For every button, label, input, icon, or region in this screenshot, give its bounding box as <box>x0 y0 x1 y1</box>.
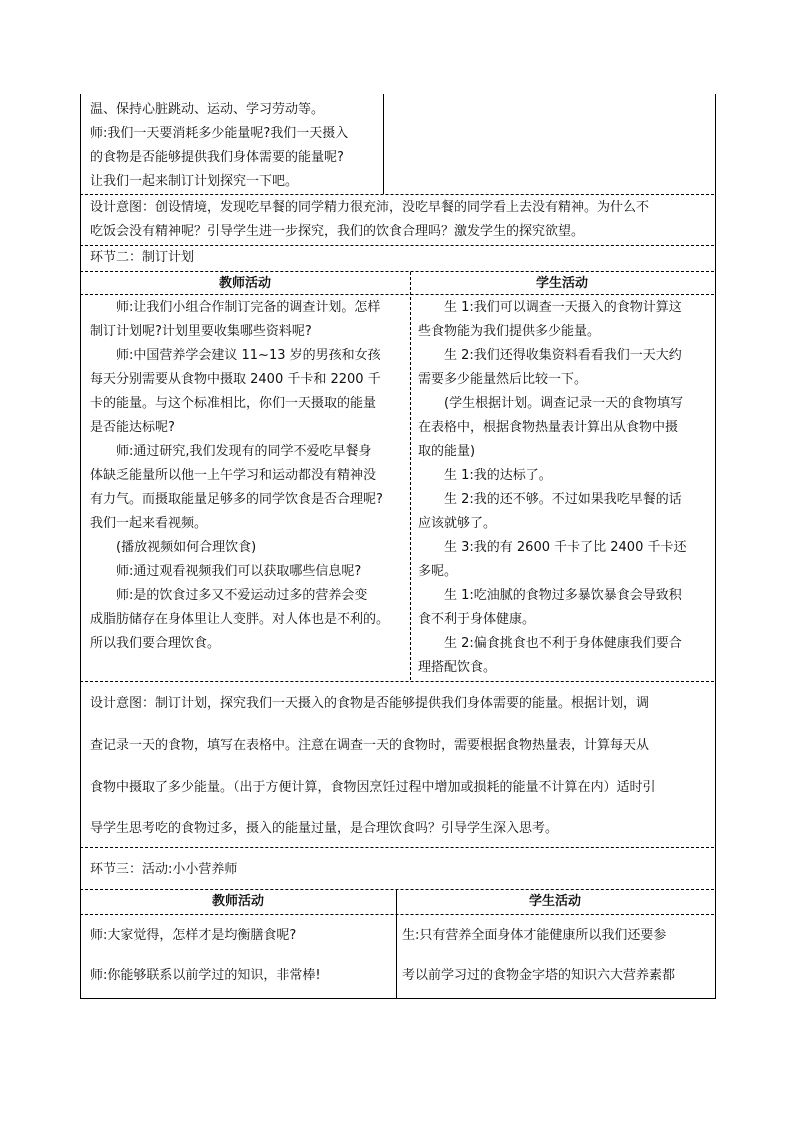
section2-student-line: 理搭配饮食。 <box>418 660 497 675</box>
section2-teacher-line: (播放视频如何合理饮食) <box>90 540 257 555</box>
section2-student-line: 取的能量) <box>418 444 476 459</box>
section2-student-line: 应该就够了。 <box>418 516 497 531</box>
design-intent-1-line-1: 设计意图：创设情境，发现吃早餐的同学精力很充沛，没吃早餐的同学看上去没有精神。为什么不 <box>90 200 650 215</box>
section2-teacher-header: 教师活动 <box>218 276 271 291</box>
section2-student-line: 生 2:我的还不够。不过如果我吃早餐的话 <box>418 492 682 507</box>
section2-teacher-line: 卡的能量。与这个标准相比，你们一天摄取的能量 <box>90 396 377 411</box>
design-intent-1-divider <box>80 194 714 195</box>
top-line-4: 让我们一起来制订计划探究一下吧。 <box>90 174 299 189</box>
top-line-3: 的食物是否能够提供我们身体需要的能量呢? <box>90 150 344 165</box>
section2-teacher-line: 体缺乏能量所以他一上午学习和运动都没有精神没 <box>90 468 377 483</box>
section3-student-line-1: 生:只有营养全面身体才能健康所以我们还要参 <box>402 928 667 943</box>
section3-teacher-header: 教师活动 <box>211 894 264 909</box>
section2-teacher-line: 所以我们要合理饮食。 <box>90 636 221 651</box>
section2-teacher-line: 有力气。而摄取能量足够多的同学饮食是否合理呢? <box>90 492 383 507</box>
section3-title: 环节三：活动:小小营养师 <box>90 862 238 877</box>
design-intent-2-line-4: 导学生思考吃的食物过多，摄入的能量过量，是合理饮食吗？引导学生深入思考。 <box>90 821 559 836</box>
design-intent-2-line-2: 查记录一天的食物，填写在表格中。注意在调查一天的食物时，需要根据食物热量表，计算每天从 <box>90 738 650 753</box>
section3-student-header: 学生活动 <box>528 894 581 909</box>
section2-teacher-line: 师:是的饮食过多又不爱运动过多的营养会变 <box>90 588 368 603</box>
design-intent-1-line-2: 吃饭会没有精神呢？引导学生进一步探究，我们的饮食合理吗？激发学生的探究欲望。 <box>90 224 585 239</box>
top-line-2: 师:我们一天要消耗多少能量呢?我们一天摄入 <box>90 126 349 141</box>
section2-title: 环节二：制订计划 <box>90 250 195 265</box>
design-intent-2-line-3: 食物中摄取了多少能量。（出于方便计算，食物因烹饪过程中增加或损耗的能量不计算在内）适时引 <box>90 780 656 795</box>
section2-student-line: 生 1:我的达标了。 <box>418 468 552 483</box>
section2-header-divider <box>80 271 714 272</box>
design-intent-2-line-1: 设计意图：制订计划，探究我们一天摄入的食物是否能够提供我们身体需要的能量。根据计划，调 <box>90 696 650 711</box>
section3-teacher-line-2: 师:你能够联系以前学过的知识，非常棒! <box>90 968 321 983</box>
section2-teacher-line: 成脂肪储存在身体里让人变胖。对人体也是不利的。 <box>90 612 390 627</box>
lesson-plan-page <box>80 94 714 998</box>
section2-student-line: (学生根据计划。调查记录一天的食物填写 <box>418 396 684 411</box>
section2-title-divider <box>80 245 714 246</box>
top-column-divider <box>383 94 384 194</box>
section2-teacher-line: 每天分别需要从食物中摄取 2400 千卡和 2200 千 <box>90 372 381 387</box>
design-intent-2-divider <box>80 681 714 682</box>
section2-student-line: 食不利于身体健康。 <box>418 612 536 627</box>
section2-student-header: 学生活动 <box>535 276 588 291</box>
section2-student-line: 在表格中，根据食物热量表计算出从食物中摄 <box>418 420 679 435</box>
section2-student-line: 些食物能为我们提供多少能量。 <box>418 324 601 339</box>
section3-teacher-line-1: 师:大家觉得，怎样才是均衡膳食呢? <box>90 928 297 943</box>
section2-teacher-line: 师:中国营养学会建议 11~13 岁的男孩和女孩 <box>90 348 381 363</box>
section2-student-line: 生 1:我们可以调查一天摄入的食物计算这 <box>418 300 682 315</box>
section2-teacher-line: 师:通过研究,我们发现有的同学不爱吃早餐身 <box>90 444 372 459</box>
section2-body-divider <box>80 294 714 295</box>
section2-student-line: 生 2:我们还得收集资料看看我们一天大约 <box>418 348 682 363</box>
section3-body-divider <box>80 914 714 915</box>
section2-column-divider <box>410 272 411 680</box>
section2-teacher-line: 师:通过观看视频我们可以获取哪些信息呢? <box>90 564 362 579</box>
section2-student-line: 生 3:我的有 2600 千卡了比 2400 千卡还 <box>418 540 687 555</box>
section2-teacher-line: 是否能达标呢? <box>90 420 175 435</box>
section2-student-line: 需要多少能量然后比较一下。 <box>418 372 588 387</box>
section2-teacher-line: 制订计划呢?计划里要收集哪些资料呢? <box>90 324 312 339</box>
section3-header-divider <box>80 889 714 890</box>
top-line-1: 温、保持心脏跳动、运动、学习劳动等。 <box>90 102 325 117</box>
section2-teacher-line: 师:让我们小组合作制订完备的调查计划。怎样 <box>90 300 381 315</box>
section3-title-divider <box>80 847 714 848</box>
section2-student-line: 生 2:偏食挑食也不利于身体健康我们要合 <box>418 636 682 651</box>
section2-student-line: 生 1:吃油腻的食物过多暴饮暴食会导致积 <box>418 588 682 603</box>
section3-student-line-2: 考以前学习过的食物金字塔的知识六大营养素都 <box>402 968 676 983</box>
section2-student-line: 多呢。 <box>418 564 458 579</box>
section2-teacher-line: 我们一起来看视频。 <box>90 516 208 531</box>
